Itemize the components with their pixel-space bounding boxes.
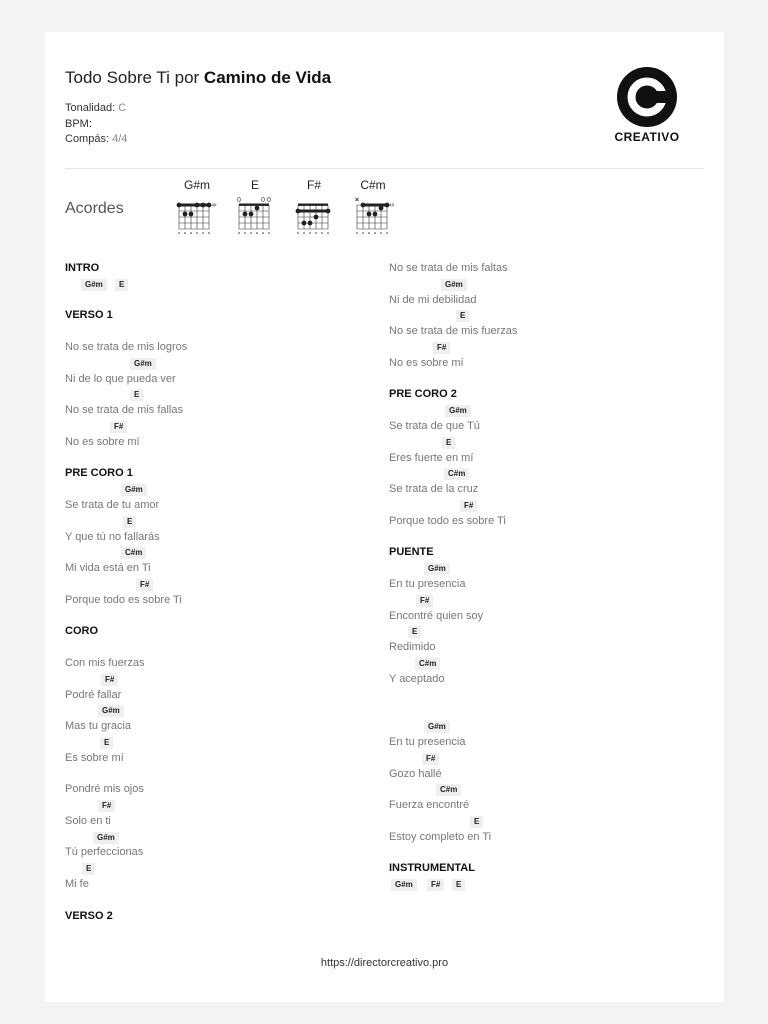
header-divider (65, 168, 704, 169)
lyric-line (389, 609, 689, 625)
section-heading (389, 387, 689, 403)
blank-line (389, 688, 689, 704)
lyric-line (65, 656, 365, 672)
chord-diagram-e (231, 178, 279, 235)
time-value: 4/4 (112, 133, 128, 145)
lyric-text: Se trata de tu amor (65, 498, 160, 511)
lyric-text: Se trata de la cruz (389, 483, 479, 496)
chord-chip: C#m (121, 547, 146, 559)
lyric-text: No es sobre mí (65, 435, 140, 448)
key-label: Tonalidad: (65, 102, 116, 114)
chord-chip: C#m (415, 658, 440, 670)
chord-name: C#m (360, 178, 386, 192)
lyrics-column-right (389, 261, 689, 893)
section-heading (65, 624, 365, 640)
chord-chip: F# (136, 579, 153, 591)
chord-chip: E (100, 737, 113, 749)
lyric-line (389, 830, 689, 846)
lyric-line (389, 672, 689, 688)
chord-chip: G#m (424, 721, 450, 733)
song-title (65, 68, 331, 88)
chord-line (389, 782, 689, 798)
chord-line (389, 277, 689, 293)
lyric-line (65, 435, 365, 451)
key-value: C (118, 102, 127, 114)
chord-line (389, 751, 689, 767)
section-heading (65, 909, 365, 925)
lyric-line (389, 735, 689, 751)
chord-fretboard (231, 193, 283, 235)
chord-chip: G#m (121, 484, 147, 496)
chord-chip: F# (433, 342, 450, 354)
chord-chip: G#m (130, 358, 156, 370)
lyric-line (65, 372, 365, 388)
lyric-text: En tu presencia (389, 735, 466, 748)
chord-chip: E (456, 310, 469, 322)
lyric-text: No se trata de mis fuerzas (389, 325, 518, 338)
chord-line (65, 482, 365, 498)
chord-diagram-csharp-minor (349, 178, 397, 235)
lyric-line (389, 451, 689, 467)
lyric-line (65, 593, 365, 609)
lyric-text: Ni de lo que pueda ver (65, 372, 176, 385)
chord-line (65, 545, 365, 561)
lyric-line (65, 403, 365, 419)
brand-name: CREATIVO (614, 130, 680, 144)
lyric-line (65, 340, 365, 356)
lyric-text: Y que tú no fallarás (65, 530, 160, 543)
lyric-text: Con mis fuerzas (65, 656, 145, 669)
blank-line (65, 893, 365, 909)
chord-chip: C#m (436, 784, 461, 796)
section-heading (65, 261, 365, 277)
section-heading-text: PUENTE (389, 546, 434, 559)
lyric-line (389, 640, 689, 656)
chord-line (65, 798, 365, 814)
chord-diagram-fsharp (290, 178, 338, 235)
lyric-line (65, 845, 365, 861)
section-heading-text: CORO (65, 625, 98, 638)
chord-chip: E (123, 516, 136, 528)
lyric-line (389, 798, 689, 814)
fret-number: 4fr (211, 202, 217, 208)
lyric-text: Fuerza encontré (389, 799, 470, 812)
blank-line (65, 451, 365, 467)
lyric-line (65, 498, 365, 514)
chord-line (65, 861, 365, 877)
lyric-text: Y aceptado (389, 672, 445, 685)
chord-chip: F# (460, 500, 477, 512)
section-heading-text: VERSO 2 (65, 909, 113, 922)
lyric-text: Encontré quien soy (389, 609, 484, 622)
chord-line (65, 830, 365, 846)
chord-chip: E (470, 816, 483, 828)
fret-number: 4fr (389, 202, 395, 208)
lyric-line (389, 419, 689, 435)
bpm-row (65, 118, 92, 130)
lyric-text: Mi vida está en Ti (65, 562, 151, 575)
lyric-line (65, 561, 365, 577)
chord-chip: F# (98, 800, 115, 812)
lyric-text: Pondré mis ojos (65, 783, 144, 796)
blank-line (65, 324, 365, 340)
lyric-text: Redimido (389, 641, 436, 654)
lyric-text: Solo en ti (65, 814, 111, 827)
lyric-line (389, 261, 689, 277)
lyric-text: Mi fe (65, 878, 89, 891)
chord-line (65, 672, 365, 688)
chord-line (65, 703, 365, 719)
chord-line (65, 735, 365, 751)
chord-name: E (250, 178, 259, 192)
chord-chip: E (115, 279, 128, 291)
lyric-text: Podré fallar (65, 688, 122, 701)
lyric-text: Mas tu gracia (65, 720, 132, 733)
chord-line (389, 403, 689, 419)
chord-fretboard (290, 193, 342, 235)
chord-fretboard (173, 193, 225, 235)
blank-line (389, 703, 689, 719)
blank-line (65, 640, 365, 656)
section-heading (389, 545, 689, 561)
time-signature-row (65, 133, 127, 145)
lyric-text: Estoy completo en Ti (389, 830, 492, 843)
chord-name: F# (306, 178, 321, 192)
lyric-line (389, 767, 689, 783)
lyric-line (389, 577, 689, 593)
section-heading-text: PRE CORO 2 (389, 388, 457, 401)
blank-line (65, 767, 365, 783)
chord-chip: E (452, 879, 465, 891)
brand-logo[interactable] (611, 66, 683, 144)
chords-heading: Acordes (65, 200, 124, 217)
chord-line (389, 498, 689, 514)
lyric-text: Porque todo es sobre Ti (65, 593, 182, 606)
lyric-line (65, 688, 365, 704)
section-heading-text: INTRO (65, 262, 100, 274)
chord-chip: E (408, 626, 421, 638)
chord-diagram-gsharp-minor (173, 178, 221, 235)
section-heading (65, 308, 365, 324)
lyric-line (65, 719, 365, 735)
chord-line (389, 466, 689, 482)
chord-chip: F# (416, 595, 433, 607)
lyric-text: Gozo hallé (389, 767, 442, 780)
lyric-line (65, 751, 365, 767)
lyric-text: Porque todo es sobre Ti (389, 514, 506, 527)
lyric-text: Tú perfeccionas (65, 846, 144, 859)
chord-chip: G#m (391, 879, 417, 891)
chord-chip: F# (110, 421, 127, 433)
lyric-line (389, 482, 689, 498)
chord-chip: F# (422, 753, 439, 765)
bpm-label: BPM: (65, 118, 92, 130)
lyric-line (65, 530, 365, 546)
section-heading-text: PRE CORO 1 (65, 467, 133, 480)
letter-c-circle-icon (616, 66, 678, 128)
chord-line (65, 419, 365, 435)
lyric-text: En tu presencia (389, 577, 466, 590)
lyric-line (65, 814, 365, 830)
chord-chip: G#m (424, 563, 450, 575)
key-row (65, 102, 126, 114)
lyric-text: Es sobre mí (65, 751, 124, 764)
chord-chip: F# (427, 879, 444, 891)
blank-line (389, 372, 689, 388)
lyric-text: Eres fuerte en mí (389, 451, 474, 464)
chord-chip: C#m (444, 468, 469, 480)
lyric-line (389, 324, 689, 340)
artist-name: Camino de Vida (203, 68, 332, 87)
lyric-line (65, 877, 365, 893)
chord-chip: F# (101, 674, 118, 686)
chord-line (389, 308, 689, 324)
chord-chip: G#m (441, 279, 467, 291)
chord-chip: E (82, 863, 95, 875)
chord-name: G#m (183, 178, 210, 192)
lyric-line (65, 782, 365, 798)
lyric-text: No es sobre mí (389, 356, 464, 369)
chord-fretboard (349, 193, 401, 235)
song-title-text: Todo Sobre Ti por (65, 68, 204, 87)
chord-line (389, 435, 689, 451)
chord-line (389, 656, 689, 672)
time-label: Compás: (65, 133, 110, 145)
chord-line (65, 277, 365, 293)
chord-line (389, 624, 689, 640)
section-heading-text: INSTRUMENTAL (389, 862, 475, 875)
section-heading-text: VERSO 1 (65, 309, 113, 322)
lyric-text: No se trata de mis faltas (389, 262, 508, 274)
lyric-text: No se trata de mis logros (65, 340, 188, 353)
lyrics-column-left (65, 261, 365, 924)
song-sheet (45, 32, 724, 1002)
chord-chip: E (442, 437, 455, 449)
chord-chip: G#m (93, 832, 119, 844)
chord-line (389, 561, 689, 577)
section-heading (65, 466, 365, 482)
chord-chip: E (130, 389, 143, 401)
chord-line (389, 814, 689, 830)
blank-line (65, 609, 365, 625)
blank-line (65, 293, 365, 309)
chord-line (389, 340, 689, 356)
chord-line (389, 593, 689, 609)
lyric-text: Se trata de que Tú (389, 419, 480, 432)
chord-chip: G#m (98, 705, 124, 717)
lyric-line (389, 356, 689, 372)
footer-url-link[interactable]: https://directorcreativo.pro (320, 957, 449, 969)
lyric-line (389, 514, 689, 530)
chord-line (65, 577, 365, 593)
chord-line (389, 877, 689, 893)
lyric-line (389, 293, 689, 309)
chord-line (389, 719, 689, 735)
chord-line (65, 387, 365, 403)
blank-line (389, 845, 689, 861)
lyric-text: Ni de mi debilidad (389, 293, 477, 306)
chord-chip: G#m (445, 405, 471, 417)
chord-chip: G#m (81, 279, 107, 291)
blank-line (389, 530, 689, 546)
section-heading (389, 861, 689, 877)
chord-line (65, 356, 365, 372)
lyric-text: No se trata de mis fallas (65, 404, 183, 417)
chord-line (65, 514, 365, 530)
